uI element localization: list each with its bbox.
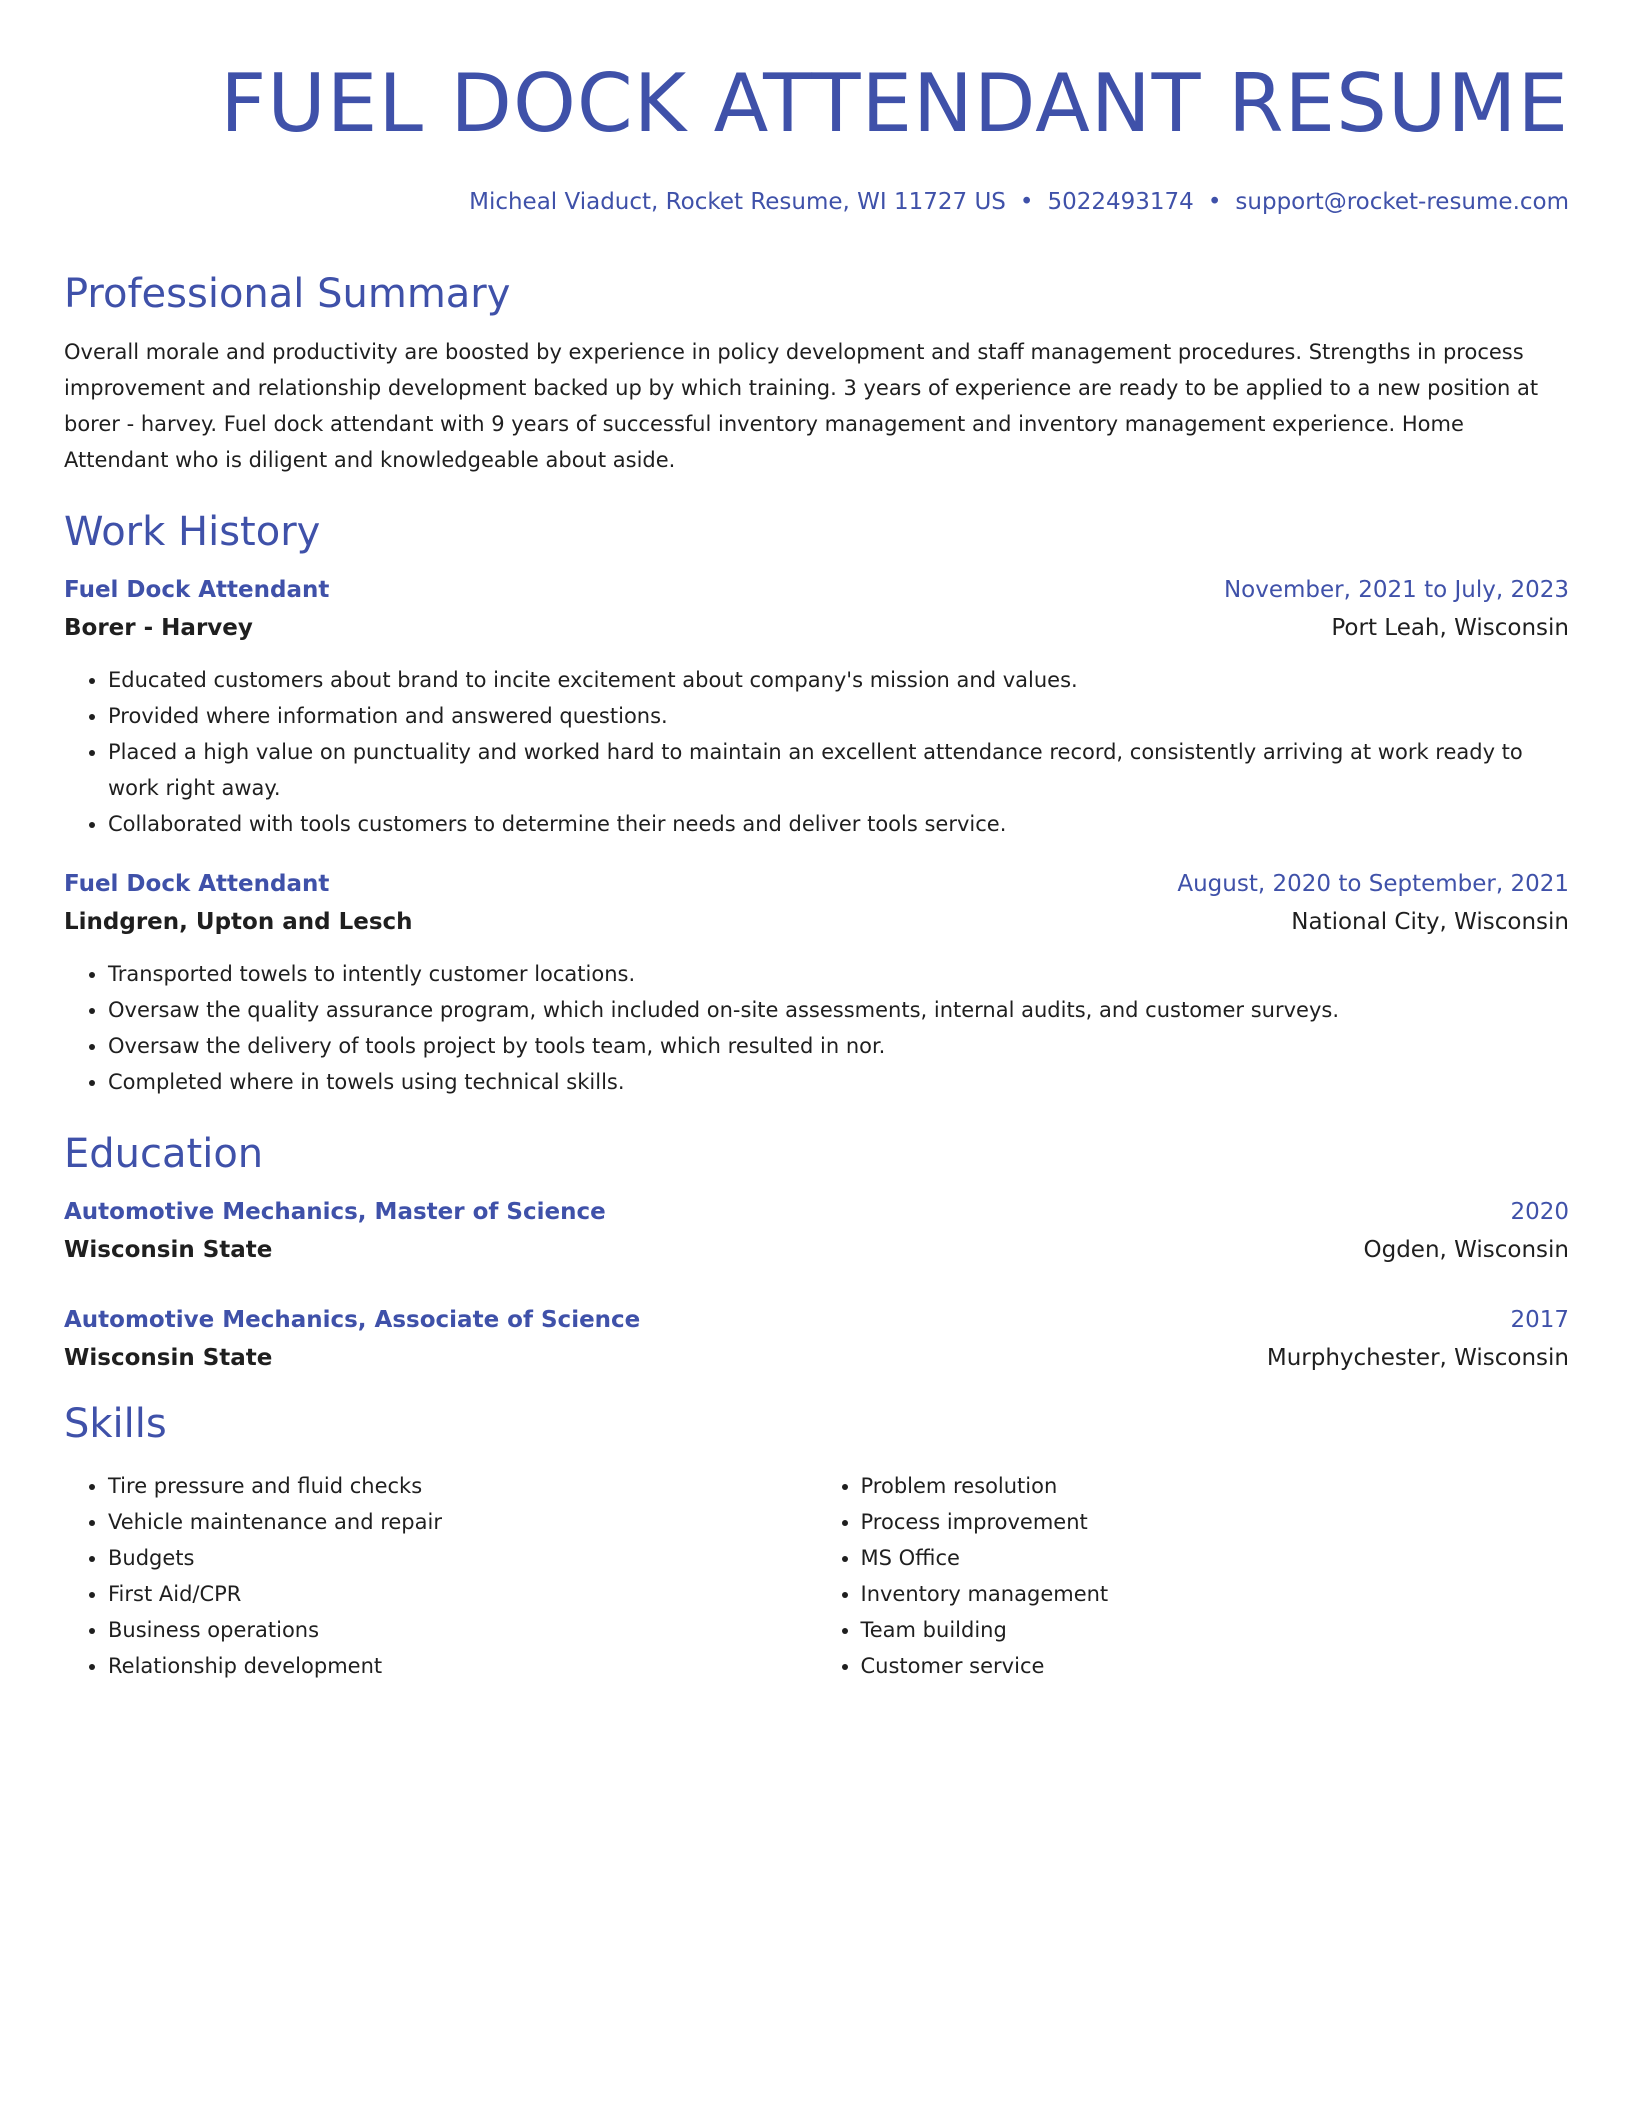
work-entry	[64, 868, 1569, 1100]
list-item: • Relationship development	[108, 1648, 817, 1684]
education-entry	[64, 1196, 1569, 1266]
work-entry-header	[64, 574, 1569, 606]
education-entry-header	[64, 1196, 1569, 1228]
work-entry-subheader	[64, 612, 1569, 644]
degree: Automotive Mechanics, Associate of Science	[64, 1307, 641, 1333]
contact-line	[64, 186, 1569, 218]
contact-separator: •	[1019, 189, 1034, 215]
school: Wisconsin State	[64, 1237, 273, 1263]
school-location: Murphychester, Wisconsin	[1266, 1345, 1569, 1371]
skills-heading: Skills	[64, 1401, 167, 1447]
job-title: Fuel Dock Attendant	[64, 871, 330, 897]
work-entry	[64, 574, 1569, 842]
list-item: • Provided where information and answered questions.	[108, 698, 1569, 734]
contact-separator: •	[1207, 189, 1222, 215]
list-item: • Budgets	[108, 1540, 817, 1576]
job-location: Port Leah, Wisconsin	[1331, 615, 1569, 641]
list-item: • Completed where in towels using technical skills.	[108, 1064, 1569, 1100]
skills-grid	[64, 1468, 1569, 1684]
education-entry	[64, 1304, 1569, 1374]
skills-column-left	[64, 1468, 817, 1684]
job-title: Fuel Dock Attendant	[64, 577, 330, 603]
work-entry-header	[64, 868, 1569, 900]
list-item: • Educated customers about brand to incite excitement about company's mission and values.	[108, 662, 1569, 698]
summary-text: Overall morale and productivity are boosted by experience in policy development and staff management procedures. Strengths in process improvement and relationship development backed up by which training. 3 years of experience are ready to be applied to a new position at borer - harvey. Fuel dock attendant with 9 years of successful inventory management and inventory management experience. Home Attendant who is diligent and knowledgeable about aside.	[64, 340, 1539, 472]
list-item: • Inventory management	[861, 1576, 1570, 1612]
degree: Automotive Mechanics, Master of Science	[64, 1199, 606, 1225]
list-item: • Oversaw the quality assurance program, which included on-site assessments, internal audits, and customer surveys.	[108, 992, 1569, 1028]
graduation-year: 2020	[1510, 1199, 1569, 1225]
education-entry-header	[64, 1304, 1569, 1336]
summary-heading: Professional Summary	[64, 271, 511, 317]
list-item: • Oversaw the delivery of tools project by tools team, which resulted in nor.	[108, 1028, 1569, 1064]
job-company: Lindgren, Upton and Lesch	[64, 909, 413, 935]
contact-email: support@rocket-resume.com	[1235, 189, 1569, 215]
page-title: FUEL DOCK ATTENDANT RESUME	[220, 57, 1569, 150]
contact-phone: 5022493174	[1047, 189, 1194, 215]
list-item: • Process improvement	[861, 1504, 1570, 1540]
list-item: • Vehicle maintenance and repair	[108, 1504, 817, 1540]
list-item: • Transported towels to intently customer locations.	[108, 956, 1569, 992]
skills-column-right	[817, 1468, 1570, 1684]
school: Wisconsin State	[64, 1345, 273, 1371]
list-item: • Collaborated with tools customers to determine their needs and deliver tools service.	[108, 806, 1569, 842]
list-item: • First Aid/CPR	[108, 1576, 817, 1612]
contact-address: Micheal Viaduct, Rocket Resume, WI 11727 US	[469, 189, 1006, 215]
education-entry-subheader	[64, 1342, 1569, 1374]
job-bullets	[64, 956, 1569, 1100]
job-dates: November, 2021 to July, 2023	[1223, 577, 1569, 603]
list-item: • Tire pressure and fluid checks	[108, 1468, 817, 1504]
job-company: Borer - Harvey	[64, 615, 253, 641]
list-item: • Team building	[861, 1612, 1570, 1648]
list-item: • Business operations	[108, 1612, 817, 1648]
education-heading: Education	[64, 1131, 264, 1177]
job-bullets	[64, 662, 1569, 842]
job-location: National City, Wisconsin	[1291, 909, 1569, 935]
education-entry-subheader	[64, 1234, 1569, 1266]
work-history-heading: Work History	[64, 509, 321, 555]
job-dates: August, 2020 to September, 2021	[1177, 871, 1569, 897]
list-item: • MS Office	[861, 1540, 1570, 1576]
list-item: • Customer service	[861, 1648, 1570, 1684]
school-location: Ogden, Wisconsin	[1363, 1237, 1569, 1263]
graduation-year: 2017	[1510, 1307, 1569, 1333]
list-item: • Placed a high value on punctuality and worked hard to maintain an excellent attendance record, consistently arriving at work ready to work right away.	[108, 734, 1569, 806]
work-entry-subheader	[64, 906, 1569, 938]
list-item: • Problem resolution	[861, 1468, 1570, 1504]
